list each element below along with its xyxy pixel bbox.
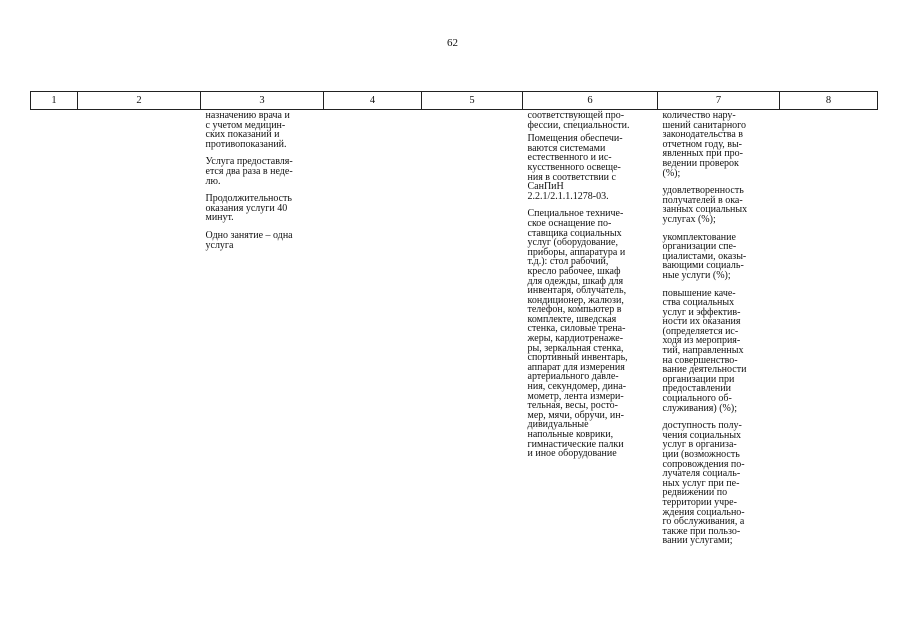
cell-col-8 xyxy=(780,110,878,554)
column-header-7: 7 xyxy=(658,92,780,110)
col6-paragraph: соответствующей про- фессии, специальности. xyxy=(527,110,630,131)
column-header-2: 2 xyxy=(78,92,201,110)
cell-col-4 xyxy=(324,110,422,554)
col7-paragraph: количество нару- шений санитарного законодательства в отчетном году, вы- явленных при про- ведении проверок (%); xyxy=(662,110,747,179)
quality-indicators-text xyxy=(663,111,777,546)
cell-col-2 xyxy=(78,110,201,554)
col7-paragraph: удовлетворенность получателей в ока- занных социальных услугах (%); xyxy=(662,185,748,225)
col7-paragraph: доступность полу- чения социальных услуг в организа- ции (возможность сопровождения по- лучателя социаль- ных услуг при пе- редвижении по территории учре- ждения социально- го обслуживания, а также при пользо- вании услугами; xyxy=(662,420,745,547)
cell-col-6 xyxy=(523,110,658,554)
cell-col-3 xyxy=(201,110,324,554)
service-conditions-text xyxy=(206,111,321,250)
column-header-3: 3 xyxy=(201,92,324,110)
cell-col-5 xyxy=(422,110,523,554)
provider-requirements-text xyxy=(528,111,655,459)
column-number-row xyxy=(31,92,878,110)
col3-paragraph: Продолжительность оказания услуги 40 минут. xyxy=(205,193,292,224)
services-table xyxy=(30,91,878,554)
col7-paragraph: укомплектование организации спе- циалистами, оказы- вающими социаль- ные услуги (%); xyxy=(662,231,747,281)
cell-col-7 xyxy=(658,110,780,554)
col3-paragraph: Одно занятие – одна услуга xyxy=(205,229,293,251)
cell-col-1 xyxy=(31,110,78,554)
column-header-4: 4 xyxy=(324,92,422,110)
page-number: 62 xyxy=(447,37,458,49)
column-header-1: 1 xyxy=(31,92,78,110)
col6-paragraph: Специальное техниче- ское оснащение по- ставщика социальных услуг (оборудование, приборы, аппаратура и т.д.): стол рабочий, кресло рабочее, шкаф для одежды, шкаф для инвентаря, облучатель, кондиционер, жалюзи, телефон, компьютер в комплекте, шведская стенка, силовые трена- жеры, кардиотренаже- ры, зеркальная стенка, спортивный инвентарь, аппарат для измерения артериального давле- ния, секундомер, дина- мометр, лента измери- тельная, весы, росто- мер, мячи, обручи, ин- дивидуальные напольные коврики, гимнастические палки и иное оборудование xyxy=(527,208,628,460)
col3-paragraph: назначению врача и с учетом медицин- ских показаний и противопоказаний. xyxy=(205,110,290,150)
column-header-5: 5 xyxy=(422,92,523,110)
column-header-8: 8 xyxy=(780,92,878,110)
column-header-6: 6 xyxy=(523,92,658,110)
table-row xyxy=(31,110,878,554)
col7-paragraph: повышение каче- ства социальных услуг и эффектив- ности их оказания (определяется ис- ходя из мероприя- тий, направленных на совершенство- вание деятельности организации при предоставлении социального об- служивания) (%); xyxy=(662,287,747,414)
col6-paragraph: Помещения обеспечи- ваются системами естественного и ис- кусственного освеще- ния в соответствии с СанПиН 2.2.1/2.1.1.1278-03. xyxy=(527,133,623,202)
col3-paragraph: Услуга предоставля- ется два раза в неде- лю. xyxy=(205,156,293,187)
